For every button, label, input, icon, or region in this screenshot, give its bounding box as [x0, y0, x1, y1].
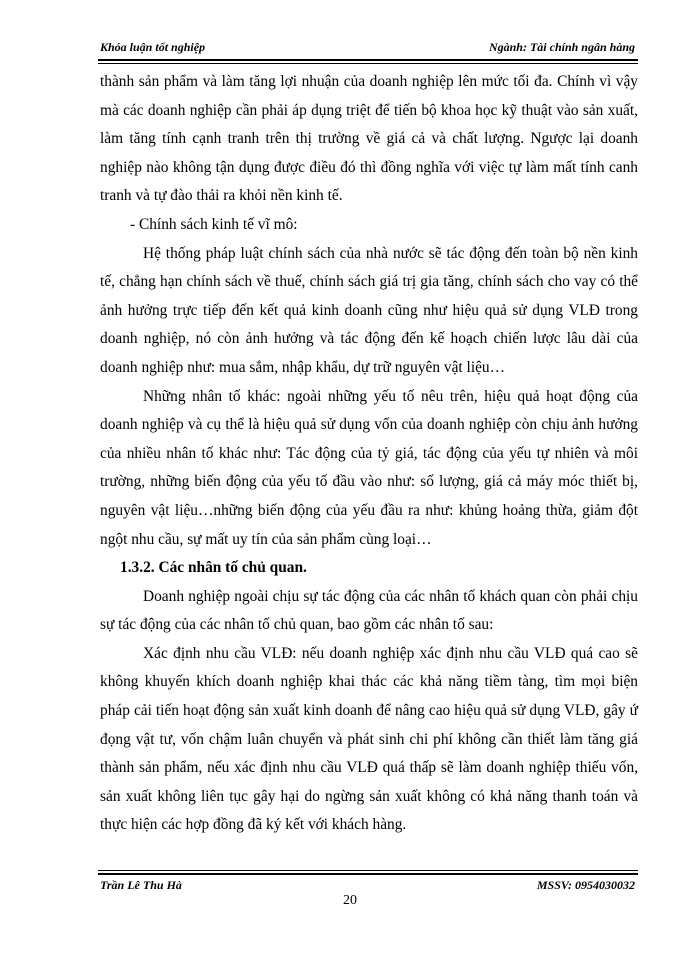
body-bullet-macro-policy: - Chính sách kinh tế vĩ mô: [130, 215, 298, 233]
header-rule-thin [98, 63, 638, 64]
body-paragraph-4: Doanh nghiệp ngoài chịu sự tác động của các nhân tố khách quan còn phải chịu sự tác động của các nhân tố chủ quan, bao gồm các nhân tố sau: [100, 587, 638, 634]
header-thesis-label: Khóa luận tốt nghiệp [100, 40, 206, 54]
page-number: 20 [343, 893, 357, 908]
section-heading: 1.3.2. Các nhân tố chủ quan. [120, 559, 307, 577]
footer-author: Trần Lê Thu Hà [100, 878, 182, 892]
body-paragraph-3: Những nhân tố khác: ngoài những yếu tố nêu trên, hiệu quả hoạt động của doanh nghiệp và cụ thể là hiệu quả sử dụng vốn của doanh nghiệp còn chịu ảnh hưởng của nhiều nhân tố khác như: Tác động của tỷ giá, tác động của yếu tự nhiên và môi trường, những biến động của yếu tố đầu vào như: số lượng, giá cả máy móc thiết bị, nguyên vật liệu…những biến động của yếu đầu ra như: khủng hoảng thừa, giảm đột ngột nhu cầu, sự mất uy tín của sản phẩm cùng loại… [100, 387, 638, 548]
footer-student-id: MSSV: 0954030032 [536, 878, 635, 892]
footer-rule-thick [98, 873, 638, 875]
page-body [100, 68, 638, 840]
page-header [100, 40, 635, 58]
footer-rule-thin [98, 870, 638, 871]
body-paragraph-1: thành sản phẩm và làm tăng lợi nhuận của doanh nghiệp lên mức tối đa. Chính vì vậy mà các doanh nghiệp cần phải áp dụng triệt để tiến bộ khoa học kỹ thuật vào sản xuất, làm tăng tính cạnh tranh trên thị trường về giá cả và chất lượng. Ngược lại doanh nghiệp nào không tận dụng được điều đó thì đồng nghĩa với việc tự làm mất tính canh tranh và tự đào thải ra khỏi nền kinh tế. [100, 73, 638, 205]
header-major-label: Ngành: Tài chính ngân hàng [488, 40, 635, 54]
header-rule-thick [98, 59, 638, 61]
body-paragraph-5: Xác định nhu cầu VLĐ: nếu doanh nghiệp xác định nhu cầu VLĐ quá cao sẽ không khuyến khích doanh nghiệp khai thác các khả năng tiềm tàng, tìm mọi biện pháp cải tiến hoạt động sản xuất kinh doanh để nâng cao hiệu quả sử dụng VLĐ, gây ứ đọng vật tư, vốn chậm luân chuyển và phát sinh chi phí không cần thiết làm tăng giá thành sản phẩm, nếu xác định nhu cầu VLĐ quá thấp sẽ làm doanh nghiệp thiếu vốn, sản xuất không liên tục gây hại do ngừng sản xuất không có khả năng thanh toán và thực hiện các hợp đồng đã ký kết với khách hàng. [100, 644, 638, 834]
body-paragraph-2: Hệ thống pháp luật chính sách của nhà nước sẽ tác động đến toàn bộ nền kinh tế, chẳng hạn chính sách về thuế, chính sách giá trị gia tăng, chính sách cho vay có thể ảnh hưởng trực tiếp đến kết quả kinh doanh cũng như hiệu quả sử dụng VLĐ trong doanh nghiệp, nó còn ảnh hưởng và tác động đến kế hoạch chiến lược lâu dài của doanh nghiệp như: mua sắm, nhập khẩu, dự trữ nguyên vật liệu… [100, 244, 638, 376]
